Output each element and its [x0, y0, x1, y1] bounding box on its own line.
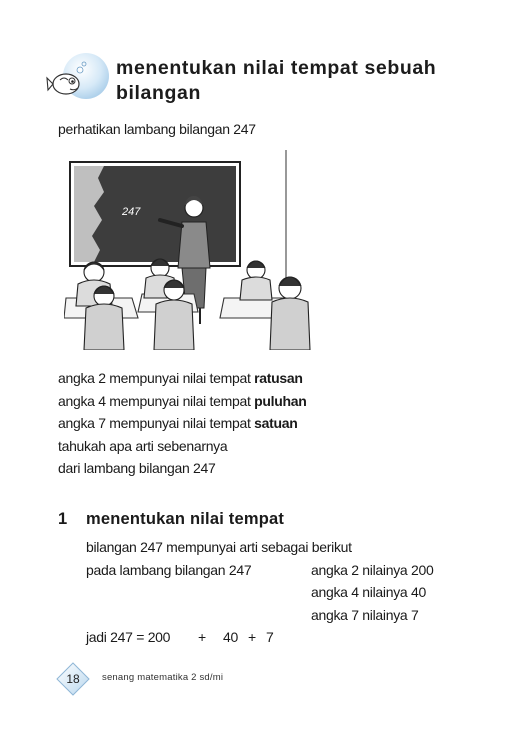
place-value-line-3: angka 7 mempunyai nilai tempat satuan — [58, 415, 298, 431]
section-intro: bilangan 247 mempunyai arti sebagai berikut — [86, 539, 352, 555]
fish-mascot-icon — [46, 52, 110, 102]
page-title: menentukan nilai tempat sebuah bilangan — [116, 57, 437, 104]
value-row-1 — [86, 559, 486, 582]
book-title: senang matematika 2 sd/mi — [102, 672, 224, 683]
intro-text: perhatikan lambang bilangan 247 — [58, 121, 256, 137]
value-7: angka 7 nilainya 7 — [311, 606, 419, 623]
value-row-3 — [86, 604, 486, 627]
value-4: angka 4 nilainya 40 — [311, 584, 426, 600]
section-number: 1 — [58, 510, 68, 528]
place-value-line-1: angka 2 mempunyai nilai tempat ratusan — [58, 370, 303, 386]
question-line-1: tahukah apa arti sebenarnya — [58, 437, 228, 454]
left-label: pada lambang bilangan 247 — [86, 561, 252, 578]
classroom-illustration — [64, 148, 320, 350]
place-value-line-2: angka 4 mempunyai nilai tempat puluhan — [58, 392, 307, 409]
value-row-2 — [86, 581, 486, 604]
place-value-lines — [58, 367, 307, 480]
section-title: menentukan nilai tempat — [86, 510, 285, 528]
section-body — [86, 536, 486, 649]
board-number: 247 — [122, 206, 141, 218]
page-number: 18 — [66, 672, 80, 686]
equation: jadi 247 = 200 + 40 + 7 — [86, 629, 274, 645]
value-2: angka 2 nilainya 200 — [311, 561, 434, 578]
question-line-2: dari lambang bilangan 247 — [58, 460, 216, 476]
